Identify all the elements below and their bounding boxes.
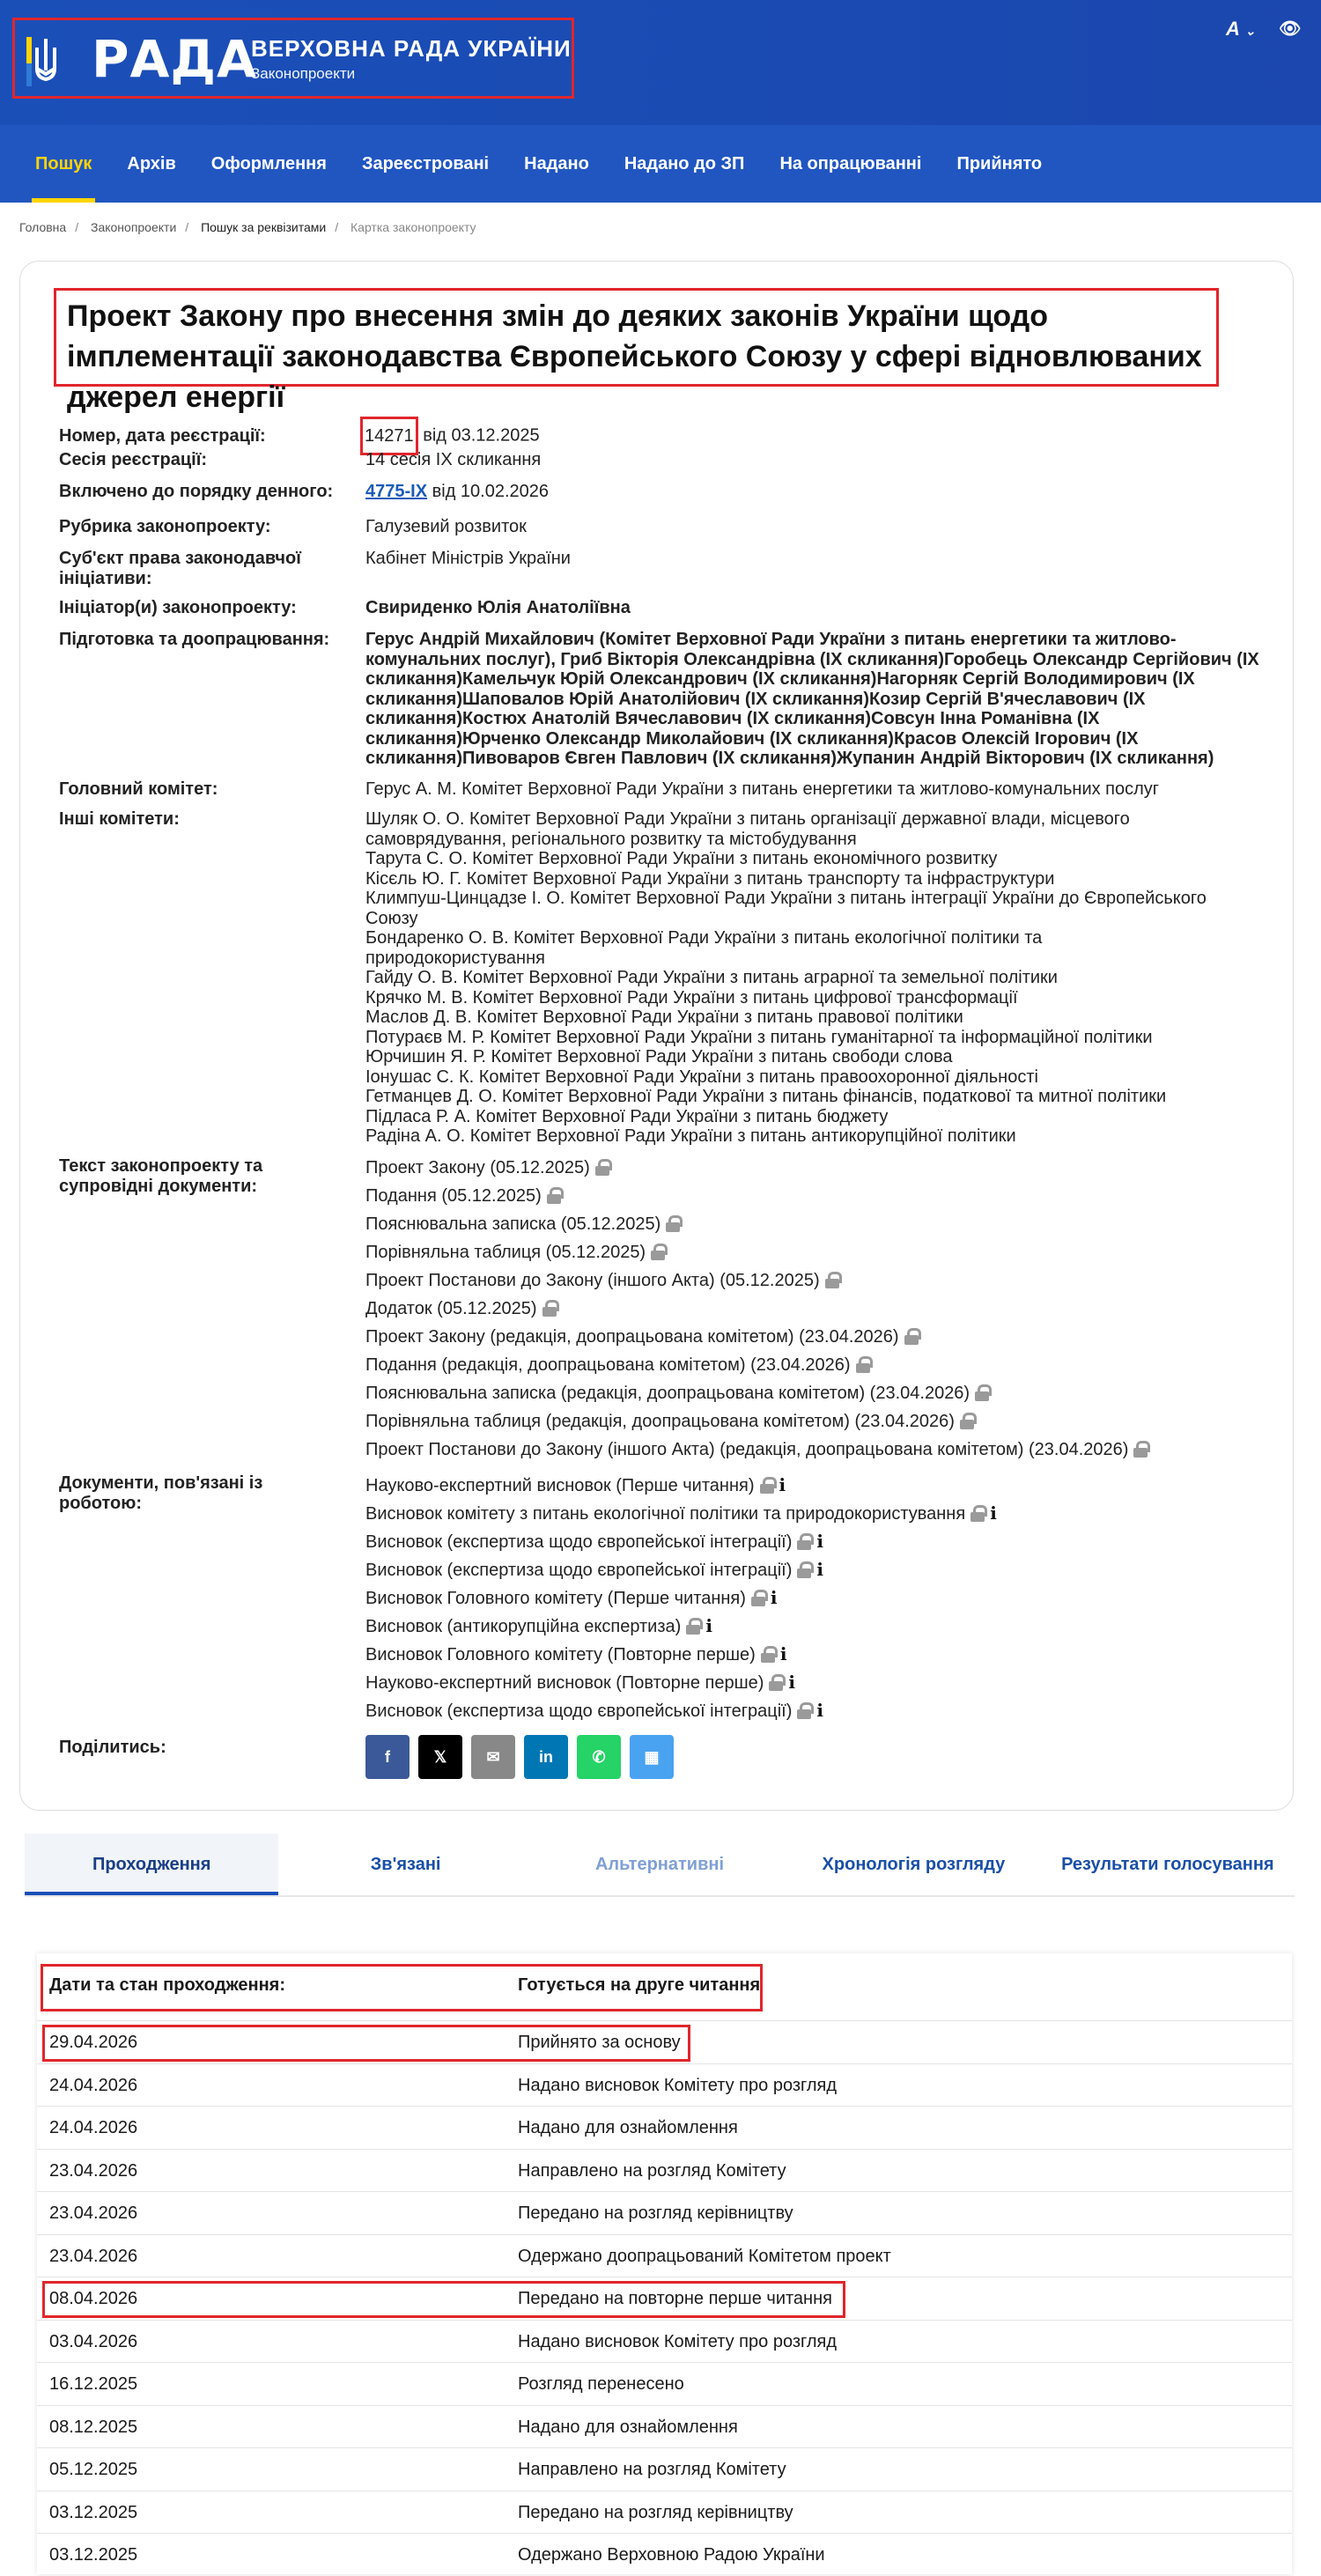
lock-icon bbox=[797, 1561, 811, 1577]
lock-icon bbox=[1133, 1441, 1148, 1457]
doc-link[interactable]: Порівняльна таблиця (редакція, доопрацьована комітетом) (23.04.2026) bbox=[365, 1412, 955, 1431]
session-value: 14 сесія IX скликання bbox=[365, 450, 542, 469]
agenda-link[interactable]: 4775-IX bbox=[365, 482, 428, 501]
reg-number[interactable]: 14271 bbox=[360, 417, 418, 455]
committee-line: Іонушас С. К. Комітет Верховної Ради України з питань правоохоронної діяльності bbox=[365, 1067, 1038, 1087]
lock-icon bbox=[975, 1384, 989, 1400]
row-status: Прийнято за основу bbox=[518, 2033, 681, 2052]
row-date: 23.04.2026 bbox=[49, 2160, 138, 2181]
row-date: 05.12.2025 bbox=[49, 2460, 138, 2479]
table-row bbox=[37, 2533, 1292, 2576]
lock-icon bbox=[904, 1328, 919, 1344]
row-status: Передано на повторне перше читання bbox=[518, 2289, 832, 2308]
row-date: 24.04.2026 bbox=[49, 2118, 138, 2137]
committee-line: Підласа Р. А. Комітет Верховної Ради України з питань бюджету bbox=[365, 1106, 889, 1126]
doc-link[interactable]: Додаток (05.12.2025) bbox=[365, 1299, 537, 1318]
prep-line: скликання)Шаповалов Юрій Анатолійович (IX скликання)Козир Сергій В'ячеславович (IX bbox=[365, 689, 1146, 709]
committee-line: самоврядування, регіонального розвитку та містобудування bbox=[365, 829, 857, 849]
related-doc-link[interactable]: Науково-експертний висновок (Повторне перше) bbox=[365, 1673, 764, 1693]
session-label: Сесія реєстрації: bbox=[59, 450, 207, 469]
nav-adopted[interactable]: Прийнято bbox=[956, 154, 1043, 173]
lock-icon bbox=[797, 1702, 811, 1718]
row-date: 23.04.2026 bbox=[49, 2203, 138, 2223]
row-date: 24.04.2026 bbox=[49, 2075, 138, 2095]
related-docs-label: Документи, пов'язані із роботою: bbox=[59, 1473, 263, 1513]
nav-given-zp[interactable]: Надано до ЗП bbox=[624, 154, 745, 173]
facebook-icon[interactable]: f bbox=[365, 1735, 410, 1779]
doc-link[interactable]: Проект Закону (05.12.2025) bbox=[365, 1158, 590, 1177]
related-doc-link[interactable]: Висновок комітету з питань екологічної політики та природокористування bbox=[365, 1504, 966, 1524]
related-doc-link[interactable]: Науково-експертний висновок (Перше читання) bbox=[365, 1476, 755, 1495]
passage-header-status: Готується на друге читання bbox=[518, 1975, 761, 1995]
doc-link[interactable]: Подання (05.12.2025) bbox=[365, 1186, 542, 1206]
row-status: Розгляд перенесено bbox=[518, 2374, 684, 2394]
committee-line: Бондаренко О. В. Комітет Верховної Ради України з питань екологічної політики та bbox=[365, 928, 1043, 948]
row-date: 03.04.2026 bbox=[49, 2331, 138, 2351]
initiator-value: Свириденко Юлія Анатоліївна bbox=[365, 598, 631, 617]
info-icon[interactable]: i bbox=[779, 1643, 787, 1664]
lock-icon bbox=[686, 1618, 700, 1634]
agenda-date: від 10.02.2026 bbox=[432, 482, 550, 501]
nav-search[interactable]: Пошук bbox=[18, 125, 109, 203]
logo-wordmark[interactable]: РАДА bbox=[92, 29, 257, 89]
breadcrumb: Головна / Законопроекти / Пошук за реквізитами / Картка законопроекту bbox=[19, 220, 476, 234]
prep-line: комунальних послуг), Гриб Вікторія Олександрівна (IX скликання)Горобець Олександр Сергійович (IX bbox=[365, 649, 1259, 669]
row-date: 16.12.2025 bbox=[49, 2374, 138, 2394]
nav-given[interactable]: Надано bbox=[524, 154, 589, 173]
trident-icon bbox=[26, 35, 58, 88]
tab-passage[interactable]: Проходження bbox=[25, 1834, 278, 1895]
table-row bbox=[37, 2491, 1292, 2534]
table-row bbox=[37, 2234, 1292, 2277]
committee-line: Потураєв М. Р. Комітет Верховної Ради України з питань гуманітарної та інформаційної політики bbox=[365, 1027, 1153, 1047]
share-buttons bbox=[365, 1735, 674, 1779]
info-icon[interactable]: i bbox=[816, 1700, 823, 1721]
bill-title-highlight bbox=[54, 288, 1219, 414]
committee-line: Гетманцев Д. О. Комітет Верховної Ради України з питань фінансів, податкової та митної політики bbox=[365, 1087, 1167, 1106]
breadcrumb-bills[interactable]: Законопроекти bbox=[90, 220, 177, 234]
main-nav bbox=[0, 125, 1321, 203]
passage-table bbox=[37, 1953, 1292, 2574]
info-icon[interactable]: i bbox=[770, 1587, 778, 1608]
committee-line: Радіна А. О. Комітет Верховної Ради України з питань антикорупційної політики bbox=[365, 1126, 1016, 1146]
reg-date: від 03.12.2025 bbox=[423, 425, 540, 446]
other-committees-label: Інші комітети: bbox=[59, 809, 180, 829]
lock-icon bbox=[751, 1590, 765, 1605]
committee-line: Кісєль Ю. Г. Комітет Верховної Ради України з питань транспорту та інфраструктури bbox=[365, 868, 1055, 889]
doc-link[interactable]: Пояснювальна записка (редакція, доопрацьована комітетом) (23.04.2026) bbox=[365, 1384, 970, 1403]
info-icon[interactable]: i bbox=[816, 1531, 823, 1552]
bill-tabs bbox=[25, 1834, 1295, 1897]
table-row bbox=[37, 2320, 1292, 2363]
row-date: 29.04.2026 bbox=[49, 2033, 138, 2052]
related-docs-list bbox=[365, 1472, 1264, 1725]
texts-label: Текст законопроекту та супровідні документи: bbox=[59, 1156, 263, 1196]
row-status: Надано для ознайомлення bbox=[518, 2417, 738, 2437]
info-icon[interactable]: i bbox=[779, 1474, 786, 1495]
committee-line: Тарута С. О. Комітет Верховної Ради України з питань економічного розвитку bbox=[365, 849, 998, 868]
related-doc-link[interactable]: Висновок (експертиза щодо європейської інтеграції) bbox=[365, 1701, 793, 1721]
committee-line: Крячко М. В. Комітет Верховної Ради України з питань цифрової трансформації bbox=[365, 987, 1018, 1008]
row-date: 23.04.2026 bbox=[49, 2246, 138, 2266]
table-row bbox=[37, 2362, 1292, 2405]
tab-chronology[interactable]: Хронологія розгляду bbox=[822, 1855, 1006, 1874]
reg-label: Номер, дата реєстрації: bbox=[59, 426, 266, 446]
bill-card bbox=[19, 261, 1294, 1811]
prep-line: скликання)Камельчук Юрій Олександрович (IX скликання)Нагорняк Сергій Володимирович (IX bbox=[365, 669, 1195, 689]
prep-list bbox=[365, 630, 1264, 769]
main-committee-label: Головний комітет: bbox=[59, 779, 218, 799]
doc-link[interactable]: Проект Закону (редакція, доопрацьована комітетом) (23.04.2026) bbox=[365, 1327, 899, 1347]
initiator-label: Ініціатор(и) законопроекту: bbox=[59, 598, 297, 617]
row-date: 03.12.2025 bbox=[49, 2502, 138, 2522]
table-row bbox=[37, 2020, 1292, 2063]
lock-icon bbox=[970, 1505, 985, 1521]
lock-icon bbox=[651, 1244, 665, 1259]
info-icon[interactable]: i bbox=[816, 1559, 823, 1580]
committee-line: Юрчишин Я. Р. Комітет Верховної Ради України з питань свободи слова bbox=[365, 1047, 953, 1067]
lock-icon bbox=[666, 1215, 680, 1231]
email-icon[interactable]: ✉ bbox=[471, 1735, 515, 1779]
lock-icon bbox=[542, 1300, 557, 1316]
x-icon[interactable]: 𝕏 bbox=[418, 1735, 462, 1779]
agenda-label: Включено до порядку денного: bbox=[59, 482, 334, 501]
related-doc-link[interactable]: Висновок (антикорупційна експертиза) bbox=[365, 1617, 682, 1636]
rubric-label: Рубрика законопроекту: bbox=[59, 517, 271, 536]
share-label: Поділитись: bbox=[59, 1738, 166, 1757]
row-status: Передано на розгляд керівництву bbox=[518, 2502, 793, 2522]
row-status: Надано висновок Комітету про розгляд bbox=[518, 2075, 838, 2095]
logo-subtitle: Законопроекти bbox=[251, 65, 356, 82]
committee-line: Союзу bbox=[365, 908, 418, 928]
site-header bbox=[0, 0, 1321, 125]
related-doc-link[interactable]: Висновок (експертиза щодо європейської інтеграції) bbox=[365, 1532, 793, 1552]
doc-link[interactable]: Пояснювальна записка (05.12.2025) bbox=[365, 1214, 661, 1234]
lock-icon bbox=[769, 1674, 783, 1690]
lock-icon bbox=[960, 1413, 974, 1428]
committee-line: Маслов Д. В. Комітет Верховної Ради України з питань правової політики bbox=[365, 1008, 963, 1027]
tab-alternatives[interactable]: Альтернативні bbox=[594, 1855, 725, 1874]
subject-label: Суб'єкт права законодавчої ініціативи: bbox=[59, 549, 301, 588]
tab-voting-results[interactable]: Результати голосування bbox=[1061, 1855, 1274, 1874]
passage-header-date: Дати та стан проходження: bbox=[49, 1975, 285, 1995]
doc-link[interactable]: Проект Постанови до Закону (іншого Акта) (05.12.2025) bbox=[365, 1271, 820, 1290]
related-doc-link[interactable]: Висновок Головного комітету (Повторне перше) bbox=[365, 1645, 756, 1664]
nav-in-work[interactable]: На опрацюванні bbox=[779, 154, 922, 173]
row-status: Передано на розгляд керівництву bbox=[518, 2203, 793, 2223]
committee-line: природокористування bbox=[365, 948, 545, 968]
row-date: 08.12.2025 bbox=[49, 2417, 138, 2437]
doc-link[interactable]: Порівняльна таблиця (05.12.2025) bbox=[365, 1243, 646, 1262]
eye-icon[interactable]: 👁 bbox=[1279, 19, 1302, 39]
row-status: Надано для ознайомлення bbox=[518, 2118, 738, 2137]
subject-value: Кабінет Міністрів України bbox=[365, 549, 571, 568]
texts-list bbox=[365, 1155, 1264, 1465]
font-size-button[interactable] bbox=[1226, 18, 1256, 41]
passage-header bbox=[37, 1953, 1292, 2020]
bill-title: Проект Закону про внесення змін до деяких законів України щодо імплементації законодавства Європейського Союзу у сфері відновлюваних джерел енергії bbox=[67, 299, 1202, 414]
tab-related[interactable]: Зв'язані bbox=[370, 1855, 441, 1874]
main-committee-value: Герус А. М. Комітет Верховної Ради України з питань енергетики та житлово-комунальних послуг bbox=[365, 779, 1160, 799]
lock-icon bbox=[547, 1187, 561, 1203]
rubric-value: Галузевий розвиток bbox=[365, 517, 527, 536]
committee-line: Шуляк О. О. Комітет Верховної Ради України з питань організації державної влади, місцевого bbox=[365, 809, 1130, 829]
lock-icon bbox=[797, 1533, 811, 1549]
agenda-value bbox=[365, 482, 1264, 502]
row-status: Направлено на розгляд Комітету bbox=[518, 2460, 786, 2479]
table-row bbox=[37, 2191, 1292, 2234]
committee-line: Гайду О. В. Комітет Верховної Ради України з питань аграрної та земельної політики bbox=[365, 968, 1058, 987]
table-row bbox=[37, 2063, 1292, 2107]
row-status: Одержано доопрацьований Комітетом проект bbox=[518, 2246, 891, 2266]
table-row bbox=[37, 2277, 1292, 2320]
row-date: 03.12.2025 bbox=[49, 2545, 138, 2565]
prep-line: Герус Андрій Михайлович (Комітет Верховної Ради України з питань енергетики та житлово- bbox=[365, 630, 1177, 649]
linkedin-icon[interactable]: in bbox=[524, 1735, 568, 1779]
doc-link[interactable]: Проект Постанови до Закону (іншого Акта) (редакція, доопрацьована комітетом) (23.04.2026) bbox=[365, 1440, 1129, 1459]
nav-registered[interactable]: Зареєстровані bbox=[361, 154, 490, 173]
related-doc-link[interactable]: Висновок Головного комітету (Перше читання) bbox=[365, 1589, 746, 1608]
font-size-label: A bbox=[1226, 18, 1240, 40]
breadcrumb-current: Картка законопроекту bbox=[351, 220, 476, 234]
prep-line: скликання)Пивоваров Євген Павлович (IX скликання)Жупанин Андрій Вікторович (IX скликання) bbox=[365, 749, 1214, 768]
lock-icon bbox=[825, 1272, 839, 1288]
info-icon[interactable]: i bbox=[705, 1615, 712, 1636]
whatsapp-icon[interactable]: ✆ bbox=[577, 1735, 621, 1779]
lock-icon bbox=[760, 1477, 774, 1493]
table-row bbox=[37, 2149, 1292, 2192]
nav-processing[interactable]: Оформлення bbox=[210, 154, 327, 173]
breadcrumb-search[interactable]: Пошук за реквізитами bbox=[201, 220, 327, 234]
qr-code-icon[interactable]: ▦ bbox=[630, 1735, 674, 1779]
related-doc-link[interactable]: Висновок (експертиза щодо європейської інтеграції) bbox=[365, 1561, 793, 1580]
table-row bbox=[37, 2405, 1292, 2448]
lock-icon bbox=[595, 1159, 609, 1175]
lock-icon bbox=[761, 1646, 775, 1662]
row-status: Надано висновок Комітету про розгляд bbox=[518, 2331, 838, 2351]
table-row bbox=[37, 2447, 1292, 2491]
breadcrumb-home[interactable]: Головна bbox=[19, 220, 67, 234]
prep-line: скликання)Костюх Анатолій Вячеславович (IX скликання)Совсун Інна Романівна (IX bbox=[365, 709, 1100, 728]
table-row bbox=[37, 2106, 1292, 2149]
row-date: 08.04.2026 bbox=[49, 2289, 138, 2308]
chevron-down-icon: ⌄ bbox=[1244, 24, 1256, 38]
info-icon[interactable]: i bbox=[990, 1502, 997, 1524]
prep-line: скликання)Юрченко Олександр Миколайович (IX скликання)Красов Олексій Ігорович (IX bbox=[365, 728, 1139, 749]
other-committees-list bbox=[365, 809, 1264, 1147]
row-status: Одержано Верховною Радою України bbox=[518, 2545, 825, 2565]
row-status: Направлено на розгляд Комітету bbox=[518, 2160, 786, 2181]
doc-link[interactable]: Подання (редакція, доопрацьована комітетом) (23.04.2026) bbox=[365, 1355, 851, 1375]
lock-icon bbox=[856, 1356, 870, 1372]
prep-label: Підготовка та доопрацювання: bbox=[59, 630, 330, 649]
committee-line: Климпуш-Цинцадзе І. О. Комітет Верховної Ради України з питань інтеграції України до Європейського bbox=[365, 889, 1207, 908]
nav-archive[interactable]: Архів bbox=[127, 154, 176, 173]
info-icon[interactable]: i bbox=[788, 1672, 796, 1693]
logo-title: ВЕРХОВНА РАДА УКРАЇНИ bbox=[251, 35, 572, 62]
